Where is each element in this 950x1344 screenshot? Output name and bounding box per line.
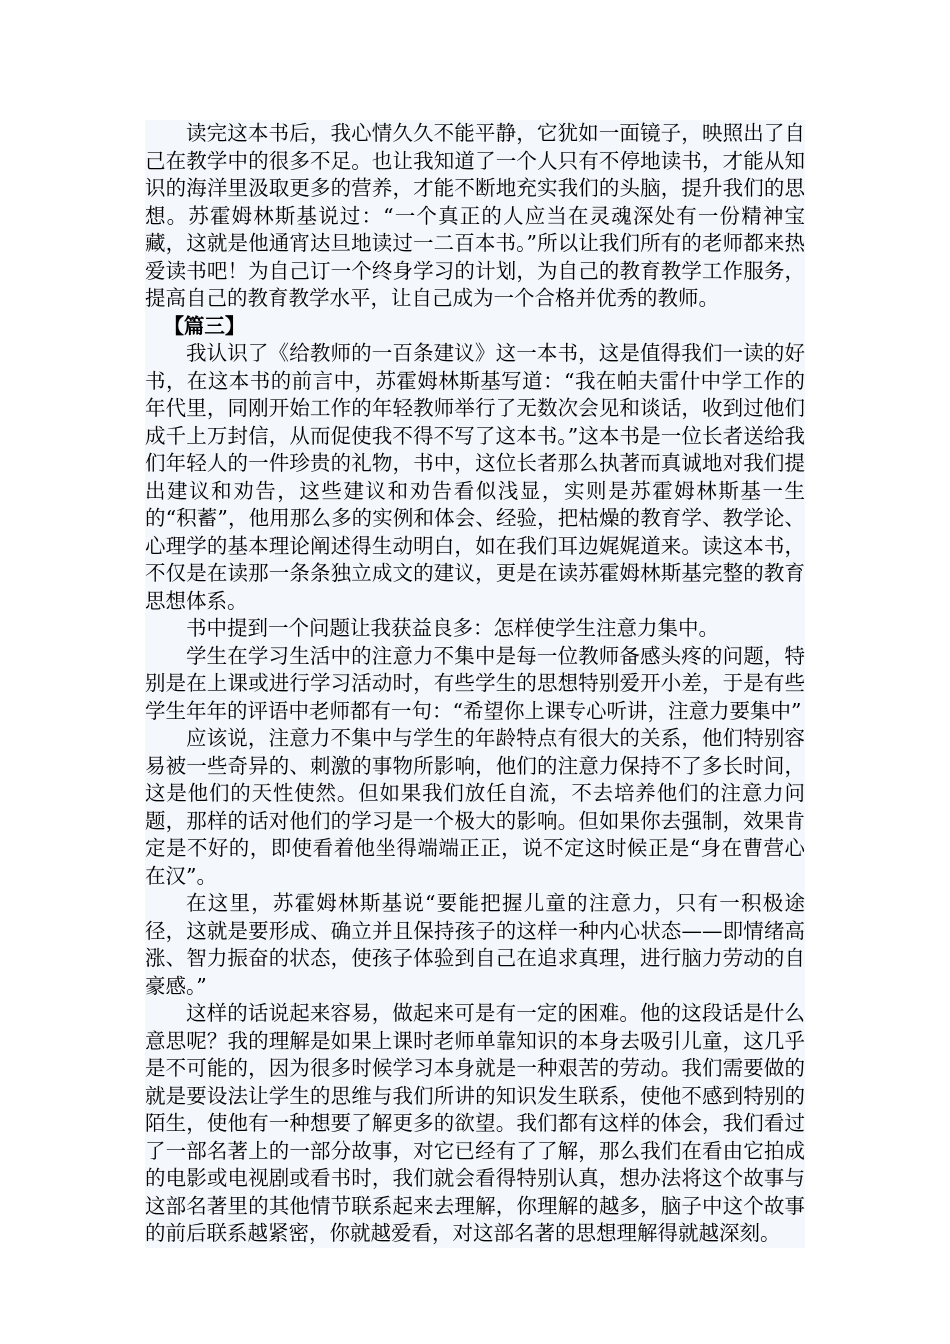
paragraph-attention-question: 书中提到一个问题让我获益良多：怎样使学生注意力集中。 xyxy=(186,616,719,640)
document-text-block xyxy=(145,120,805,1248)
section-heading: 【篇三】 xyxy=(163,313,246,338)
paragraph-book-intro: 我认识了《给教师的一百条建议》这一本书，这是值得我们一读的好书，在这本书的前言中，苏霍姆林斯基写道：“我在帕夫雷什中学工作的年代里，同刚开始工作的年轻教师举行了无数次会见和谈话，收到过他们成千上万封信，从而促使我不得不写了这本书。”这本书是一位长者送给我们年轻人的一件珍贵的礼物，书中，这位长者那么执著而真诚地对我们提出建议和劝告，这些建议和劝告看似浅显，实则是苏霍姆林斯基一生的“积蓄”，他用那么多的实例和体会、经验，把枯燥的教育学、教学论、心理学的基本理论阐述得生动明白，如在我们耳边娓娓道来。读这本书，不仅是在读那一条条独立成文的建议，更是在读苏霍姆林斯基完整的教育思想体系。 xyxy=(145,341,805,613)
paragraph-age-factors: 应该说，注意力不集中与学生的年龄特点有很大的关系，他们特别容易被一些奇异的、刺激的事物所影响，他们的注意力保持不了多长时间，这是他们的天性使然。但如果我们放任自流，不去培养他们的注意力问题，那样的话对他们的学习是一个极大的影响。但如果你去强制，效果肯定是不好的，即使看着他坐得端端正正，说不定这时候正是“身在曹营心在汉”。 xyxy=(145,726,805,888)
paragraph-quote-sukhomlinsky: 在这里，苏霍姆林斯基说“要能把握儿童的注意力，只有一积极途径，这就是要形成、确立并且保持孩子的这样一种内心状态——即情绪高涨、智力振奋的状态，使孩子体验到自己在追求真理，进行脑力劳动的自豪感。” xyxy=(145,891,805,998)
paragraph-attention-problem: 学生在学习生活中的注意力不集中是每一位教师备感头疼的问题，特别是在上课或进行学习活动时，有些学生的思想特别爱开小差，于是有些学生年年的评语中老师都有一句：“希望你上课专心听讲，注意力要集中” xyxy=(145,643,805,723)
paragraph-reflection: 读完这本书后，我心情久久不能平静，它犹如一面镜子，映照出了自己在教学中的很多不足。也让我知道了一个人只有不停地读书，才能从知识的海洋里汲取更多的营养，才能不断地充实我们的头脑，提升我们的思想。苏霍姆林斯基说过：“一个真正的人应当在灵魂深处有一份精神宝藏，这就是他通宵达旦地读过一二百本书。”所以让我们所有的老师都来热爱读书吧！为自己订一个终身学习的计划，为自己的教育教学工作服务，提高自己的教育教学水平，让自己成为一个合格并优秀的教师。 xyxy=(145,121,805,310)
paragraph-understanding: 这样的话说起来容易，做起来可是有一定的困难。他的这段话是什么意思呢？我的理解是如果上课时老师单靠知识的本身去吸引儿童，这几乎是不可能的，因为很多时候学习本身就是一种艰苦的劳动。我们需要做的就是要设法让学生的思维与我们所讲的知识发生联系，使他不感到特别的陌生，使他有一种想要了解更多的欲望。我们都有这样的体会，我们看过了一部名著上的一部分故事，对它已经有了了解，那么我们在看由它拍成的电影或电视剧或看书时，我们就会看得特别认真，想办法将这个故事与这部名著里的其他情节联系起来去理解，你理解的越多，脑子中这个故事的前后联系越紧密，你就越爱看，对这部名著的思想理解得就越深刻。 xyxy=(145,1001,805,1245)
